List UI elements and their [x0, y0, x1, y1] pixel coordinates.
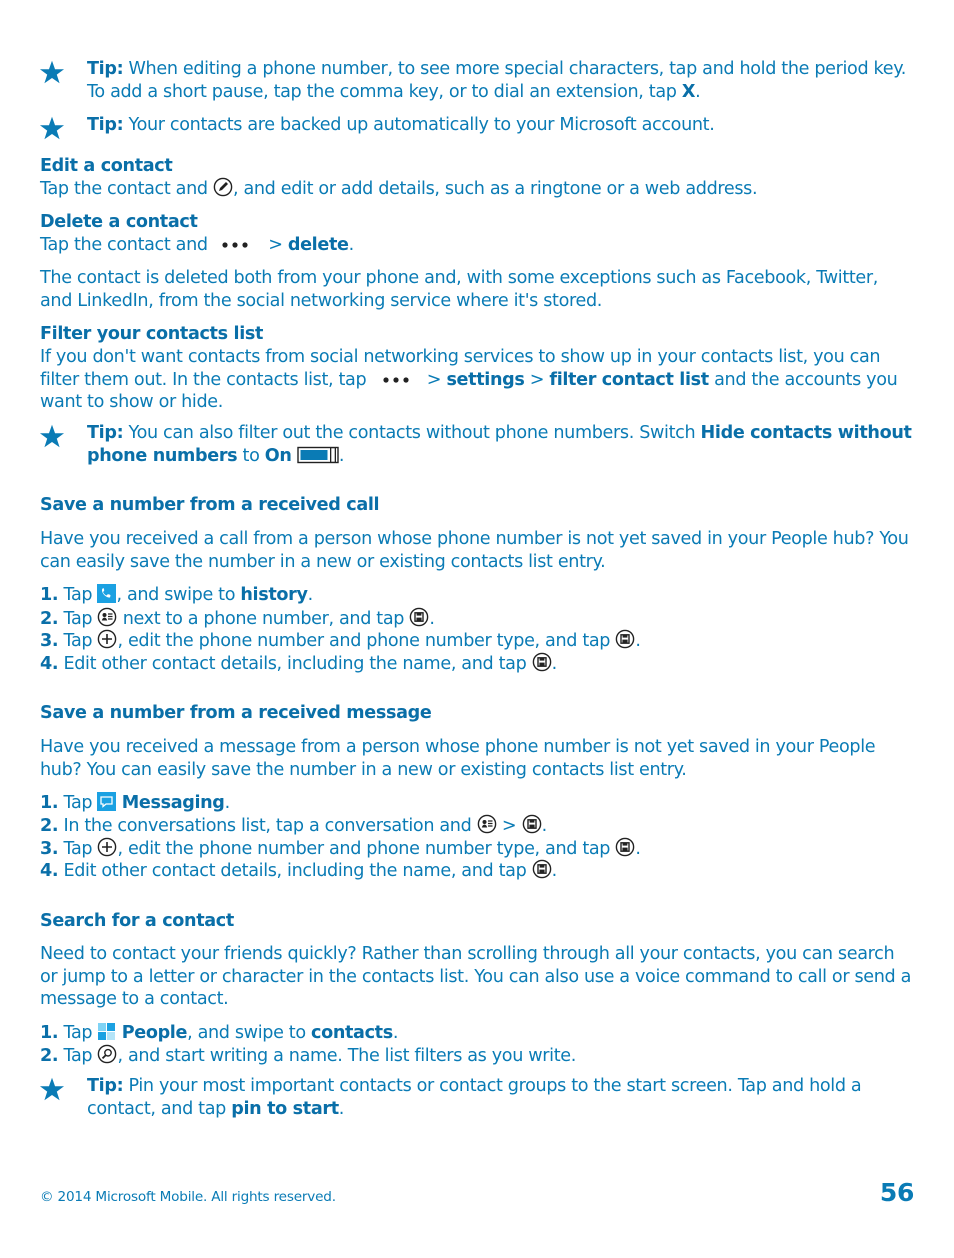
tip-backup: Tip: Your contacts are backed up automatically to your Microsoft account.	[87, 115, 715, 135]
search-step-2: 2. Tap , and start writing a name. The list filters as you write.	[40, 1046, 576, 1066]
heading-save-from-call: Save a number from a received call	[40, 495, 380, 515]
save-icon	[532, 652, 552, 672]
heading-edit-contact: Edit a contact	[40, 156, 173, 176]
phone-tile-icon	[97, 584, 116, 603]
contact-card-icon	[477, 814, 497, 834]
contact-card-icon	[97, 607, 117, 627]
page-number: 56	[879, 1178, 914, 1207]
heading-filter-contacts: Filter your contacts list	[40, 324, 264, 344]
add-icon	[97, 629, 117, 649]
star-icon	[38, 423, 66, 451]
star-icon	[38, 59, 66, 87]
message-step-3: 3. Tap , edit the phone number and phone number type, and tap .	[40, 839, 641, 859]
delete-contact-text: Tap the contact and > delete.	[40, 235, 354, 255]
filter-contacts-text: If you don't want contacts from social networking services to show up in your contacts list, you can filter them out. In the contacts list, tap > settings > filter contact list and the accounts you want to show or hide.	[40, 347, 898, 413]
messaging-tile-icon	[97, 792, 116, 811]
message-step-1: 1. Tap Messaging.	[40, 793, 230, 813]
delete-contact-note: The contact is deleted both from your phone and, with some exceptions such as Facebook, Twitter, and LinkedIn, from the social networking service where it's stored.	[40, 268, 879, 311]
save-icon	[409, 607, 429, 627]
tip-label: Tip:	[87, 1076, 124, 1096]
add-icon	[97, 837, 117, 857]
more-icon	[213, 235, 263, 253]
call-step-3: 3. Tap , edit the phone number and phone number type, and tap .	[40, 631, 641, 651]
search-contact-intro: Need to contact your friends quickly? Rather than scrolling through all your contacts, you can search or jump to a letter or character in the contacts list. You can also use a voice command to call or send a message to a contact.	[40, 944, 912, 1010]
star-icon	[38, 1076, 66, 1104]
message-step-4: 4. Edit other contact details, including the name, and tap .	[40, 861, 557, 881]
tip-label: Tip:	[87, 59, 124, 79]
people-tile-icon	[97, 1022, 116, 1041]
save-from-message-intro: Have you received a message from a person whose phone number is not yet saved in your People hub? You can easily save the number in a new or existing contacts list entry.	[40, 737, 876, 780]
heading-search-contact: Search for a contact	[40, 911, 234, 931]
call-step-2: 2. Tap next to a phone number, and tap .	[40, 609, 435, 629]
search-icon	[97, 1044, 117, 1064]
tip-hide-contacts: Tip: You can also filter out the contacts without phone numbers. Switch Hide contacts without phone numbers to On .	[87, 423, 912, 466]
save-icon	[522, 814, 542, 834]
copyright: © 2014 Microsoft Mobile. All rights reserved.	[40, 1189, 336, 1205]
more-icon	[372, 370, 422, 388]
toggle-on-icon	[297, 446, 339, 464]
save-icon	[532, 859, 552, 879]
heading-save-from-message: Save a number from a received message	[40, 703, 432, 723]
save-icon	[615, 837, 635, 857]
tip-label: Tip:	[87, 423, 124, 443]
call-step-1: 1. Tap , and swipe to history.	[40, 585, 313, 605]
edit-icon	[213, 177, 233, 197]
message-step-2: 2. In the conversations list, tap a conversation and > .	[40, 816, 547, 836]
save-icon	[615, 629, 635, 649]
heading-delete-contact: Delete a contact	[40, 212, 198, 232]
star-icon	[38, 115, 66, 143]
tip-label: Tip:	[87, 115, 124, 135]
save-from-call-intro: Have you received a call from a person whose phone number is not yet saved in your People hub? You can easily save the number in a new or existing contacts list entry.	[40, 529, 909, 572]
tip-pin-to-start: Tip: Pin your most important contacts or contact groups to the start screen. Tap and hold a contact, and tap pin to start.	[87, 1076, 862, 1119]
tip-special-characters: Tip: When editing a phone number, to see more special characters, tap and hold the period key. To add a short pause, tap the comma key, or to dial an extension, tap X.	[87, 59, 907, 102]
edit-contact-text: Tap the contact and , and edit or add details, such as a ringtone or a web address.	[40, 179, 758, 199]
search-step-1: 1. Tap People, and swipe to contacts.	[40, 1023, 399, 1043]
call-step-4: 4. Edit other contact details, including the name, and tap .	[40, 654, 557, 674]
